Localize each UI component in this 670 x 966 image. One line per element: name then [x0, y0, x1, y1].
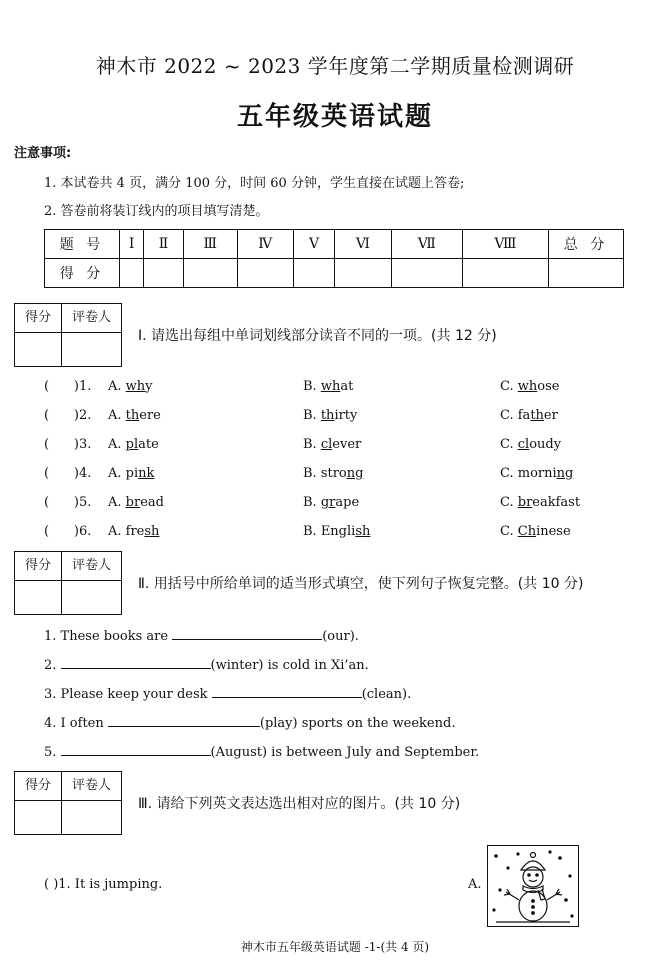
fill-q2-text: 2. [44, 658, 61, 673]
score-cell[interactable] [237, 259, 293, 288]
fill-question-5 [44, 743, 479, 760]
fill-q1-hint: (our). [322, 629, 359, 644]
option-a-label: A. [468, 877, 482, 892]
option-a [108, 466, 154, 481]
grader-score-cell[interactable] [15, 801, 62, 834]
option-b [303, 524, 370, 539]
section-3-title: Ⅲ. 请给下列英文表达选出相对应的图片。(共 10 分) [138, 796, 461, 812]
option-prefix: A. fre [108, 524, 145, 539]
option-suffix: inese [536, 524, 571, 539]
fill-q4-hint: (play) sports on the weekend. [259, 716, 456, 731]
score-col-3: Ⅲ [183, 230, 237, 259]
fill-q3-hint: (clean). [361, 687, 412, 702]
score-cell[interactable] [120, 259, 144, 288]
option-suffix: ever [332, 437, 362, 452]
fill-q5-hint: (August) is between July and September. [210, 745, 480, 760]
exam-subtitle: 五年级英语试题 [236, 102, 433, 132]
option-prefix: A. [108, 379, 126, 394]
score-table-header-row [45, 230, 624, 259]
option-c [500, 437, 561, 452]
underlined-letters: wh [320, 379, 341, 394]
underlined-letters: nk [138, 466, 155, 481]
score-col-7: Ⅶ [391, 230, 462, 259]
score-cell[interactable] [391, 259, 462, 288]
question-number[interactable]: ( )6. [44, 524, 92, 539]
score-col-5: Ⅴ [293, 230, 335, 259]
underlined-letters: wh [125, 379, 146, 394]
fill-question-3 [44, 685, 411, 702]
fill-q1-text: 1. These books are [44, 629, 173, 644]
option-prefix: C. [500, 379, 518, 394]
note-1: 1. 本试卷共 4 页，满分 100 分，时间 60 分钟，学生直接在试题上答卷; [44, 176, 465, 191]
answer-blank[interactable] [108, 714, 260, 727]
score-table-row1-label: 题 号 [45, 230, 120, 259]
underlined-letters: gr [320, 495, 336, 510]
option-prefix: B. [303, 408, 321, 423]
match-question-1: ( )1. It is jumping. [44, 877, 163, 892]
underlined-letters: br [517, 495, 533, 510]
grader-score-cell[interactable] [15, 581, 62, 614]
score-cell[interactable] [462, 259, 548, 288]
option-a [108, 379, 153, 394]
option-c [500, 408, 558, 423]
option-prefix: B. stro [303, 466, 347, 481]
answer-blank[interactable] [61, 743, 211, 756]
score-cell[interactable] [183, 259, 237, 288]
section-2-title: Ⅱ. 用括号中所给单词的适当形式填空，使下列句子恢复完整。(共 10 分) [138, 576, 584, 592]
grader-name-label: 评卷人 [62, 552, 121, 581]
score-col-4: Ⅳ [237, 230, 293, 259]
score-total-label: 总 分 [549, 230, 624, 259]
page-footer: 神木市五年级英语试题 -1-(共 4 页) [240, 940, 430, 954]
underlined-letters: cl [320, 437, 333, 452]
grader-score-cell[interactable] [15, 333, 62, 366]
score-cell[interactable] [335, 259, 391, 288]
fill-q3-text: 3. Please keep your desk [44, 687, 212, 702]
option-prefix: C. [500, 524, 518, 539]
option-suffix: at [340, 379, 354, 394]
option-suffix: irty [334, 408, 358, 423]
question-number[interactable]: ( )5. [44, 495, 92, 510]
option-a [108, 495, 164, 510]
underlined-letters: ng [346, 466, 364, 481]
option-suffix: y [145, 379, 153, 394]
underlined-letters: ng [556, 466, 574, 481]
option-a [108, 524, 159, 539]
fill-question-4 [44, 714, 455, 731]
score-col-2: Ⅱ [144, 230, 183, 259]
option-b [303, 437, 361, 452]
fill-question-1 [44, 627, 359, 644]
option-prefix: B. [303, 437, 321, 452]
underlined-letters: th [320, 408, 335, 423]
exam-title: 神木市 2022 ~ 2023 学年度第二学期质量检测调研 [95, 54, 575, 78]
score-cell[interactable] [144, 259, 183, 288]
note-2: 2. 答卷前将装订线内的项目填写清楚。 [44, 204, 269, 219]
option-suffix: ose [537, 379, 560, 394]
option-a [108, 437, 159, 452]
score-col-1: Ⅰ [120, 230, 144, 259]
grader-score-label: 得分 [15, 772, 62, 801]
underlined-letters: sh [355, 524, 371, 539]
option-a [108, 408, 161, 423]
option-prefix: A. [108, 495, 126, 510]
option-prefix: A. [108, 437, 126, 452]
grader-score-label: 得分 [15, 552, 62, 581]
notes-heading: 注意事项: [14, 146, 72, 161]
question-number[interactable]: ( )3. [44, 437, 92, 452]
snowman-drawing [488, 846, 578, 926]
fill-q4-text: 4. I often [44, 716, 108, 731]
option-suffix: oudy [529, 437, 562, 452]
option-prefix: C. [500, 495, 518, 510]
underlined-letters: br [125, 495, 141, 510]
score-col-6: Ⅵ [335, 230, 391, 259]
score-table-row2-label: 得 分 [45, 259, 120, 288]
answer-blank[interactable] [212, 685, 362, 698]
underlined-letters: Ch [517, 524, 537, 539]
score-col-8: Ⅷ [462, 230, 548, 259]
option-suffix: ere [139, 408, 161, 423]
option-suffix: eakfast [532, 495, 581, 510]
fill-q5-text: 5. [44, 745, 61, 760]
option-c [500, 495, 580, 510]
option-b [303, 408, 357, 423]
option-suffix: ead [140, 495, 164, 510]
grader-name-label: 评卷人 [62, 772, 121, 801]
underlined-letters: wh [517, 379, 538, 394]
option-c [500, 524, 571, 539]
underlined-letters: sh [144, 524, 160, 539]
option-suffix: ate [138, 437, 159, 452]
option-prefix: C. [500, 437, 518, 452]
option-prefix: C. fa [500, 408, 531, 423]
score-cell[interactable] [293, 259, 335, 288]
snowman-icon [487, 845, 579, 927]
underlined-letters: th [530, 408, 544, 423]
option-suffix: ape [335, 495, 360, 510]
section-1-title: Ⅰ. 请选出每组中单词划线部分读音不同的一项。(共 12 分) [138, 328, 497, 344]
option-prefix: C. morni [500, 466, 557, 481]
question-number[interactable]: ( )2. [44, 408, 92, 423]
option-c [500, 379, 559, 394]
question-number[interactable]: ( )4. [44, 466, 92, 481]
score-table-score-row [45, 259, 624, 288]
underlined-letters: pl [125, 437, 139, 452]
option-prefix: B. Engli [303, 524, 356, 539]
option-b [303, 495, 359, 510]
underlined-letters: cl [517, 437, 530, 452]
grader-name-label: 评卷人 [62, 304, 121, 333]
option-b [303, 466, 363, 481]
option-b [303, 379, 353, 394]
grader-box-2 [14, 551, 122, 615]
option-prefix: B. [303, 379, 321, 394]
option-prefix: A. [108, 408, 126, 423]
answer-blank[interactable] [172, 627, 322, 640]
option-suffix: er [543, 408, 558, 423]
fill-q2-hint: (winter) is cold in Xi’an. [210, 658, 369, 673]
option-prefix: B. [303, 495, 321, 510]
grader-box-3 [14, 771, 122, 835]
grader-score-label: 得分 [15, 304, 62, 333]
fill-question-2 [44, 656, 369, 673]
option-prefix: A. pi [108, 466, 139, 481]
score-cell[interactable] [549, 259, 624, 288]
question-number[interactable]: ( )1. [44, 379, 92, 394]
answer-blank[interactable] [61, 656, 211, 669]
option-c [500, 466, 573, 481]
underlined-letters: th [125, 408, 140, 423]
grader-box-1 [14, 303, 122, 367]
score-table [44, 229, 624, 288]
